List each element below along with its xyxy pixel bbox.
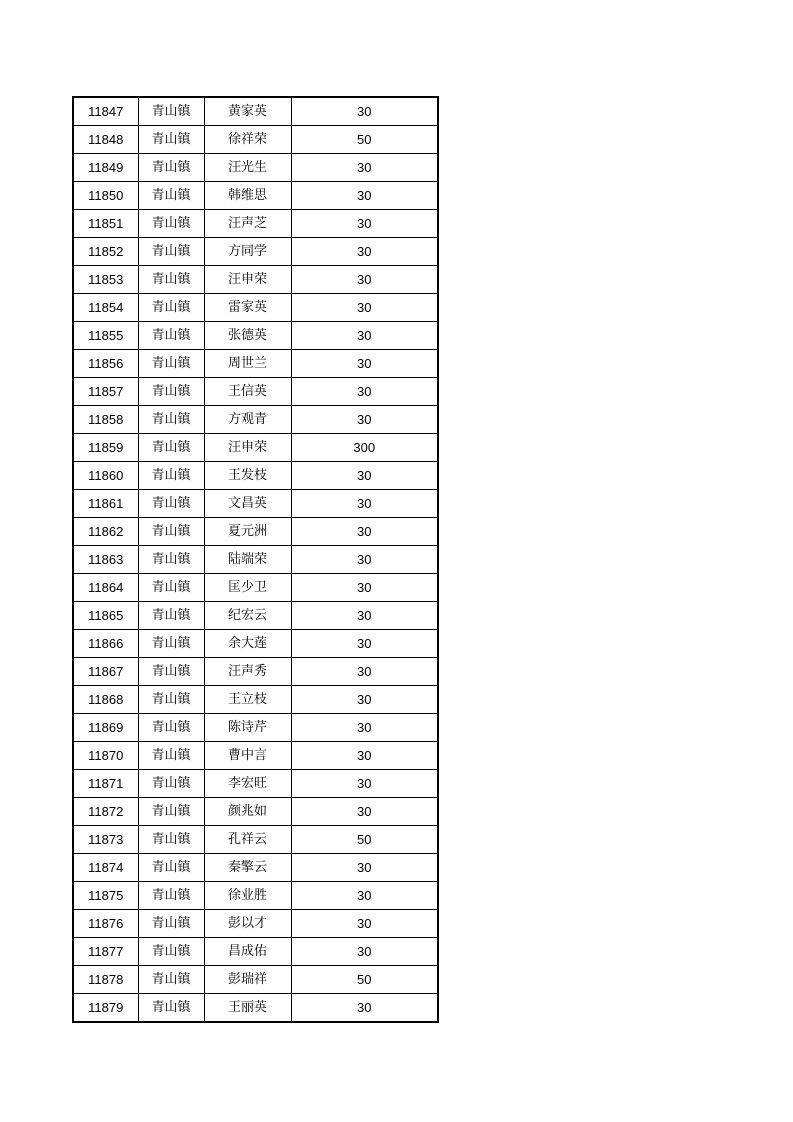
person-name-cell: 周世兰: [204, 350, 291, 378]
record-id-cell: 11865: [73, 602, 138, 630]
person-name-cell: 汪光生: [204, 154, 291, 182]
person-name-cell: 汪申荣: [204, 266, 291, 294]
record-id-cell: 11877: [73, 938, 138, 966]
table-row: [73, 294, 438, 322]
amount-cell: 50: [291, 826, 438, 854]
person-name-cell: 王信英: [204, 378, 291, 406]
amount-cell: 30: [291, 658, 438, 686]
table-row: [73, 546, 438, 574]
person-name-cell: 陆端荣: [204, 546, 291, 574]
amount-cell: 30: [291, 182, 438, 210]
town-cell: 青山镇: [138, 910, 204, 938]
record-id-cell: 11849: [73, 154, 138, 182]
person-name-cell: 徐业胜: [204, 882, 291, 910]
person-name-cell: 纪宏云: [204, 602, 291, 630]
record-id-cell: 11852: [73, 238, 138, 266]
amount-cell: 30: [291, 602, 438, 630]
record-id-cell: 11848: [73, 126, 138, 154]
person-name-cell: 彭瑞祥: [204, 966, 291, 994]
town-cell: 青山镇: [138, 378, 204, 406]
person-name-cell: 夏元洲: [204, 518, 291, 546]
record-id-cell: 11871: [73, 770, 138, 798]
town-cell: 青山镇: [138, 938, 204, 966]
amount-cell: 50: [291, 966, 438, 994]
town-cell: 青山镇: [138, 238, 204, 266]
amount-cell: 30: [291, 462, 438, 490]
town-cell: 青山镇: [138, 714, 204, 742]
person-name-cell: 雷家英: [204, 294, 291, 322]
record-id-cell: 11869: [73, 714, 138, 742]
town-cell: 青山镇: [138, 630, 204, 658]
amount-cell: 30: [291, 882, 438, 910]
town-cell: 青山镇: [138, 882, 204, 910]
amount-cell: 30: [291, 630, 438, 658]
town-cell: 青山镇: [138, 406, 204, 434]
table-row: [73, 322, 438, 350]
town-cell: 青山镇: [138, 182, 204, 210]
person-name-cell: 文昌英: [204, 490, 291, 518]
record-id-cell: 11851: [73, 210, 138, 238]
table-row: [73, 994, 438, 1023]
table-row: [73, 210, 438, 238]
table-row: [73, 910, 438, 938]
town-cell: 青山镇: [138, 434, 204, 462]
record-id-cell: 11868: [73, 686, 138, 714]
amount-cell: 300: [291, 434, 438, 462]
record-id-cell: 11855: [73, 322, 138, 350]
person-name-cell: 曹中言: [204, 742, 291, 770]
record-id-cell: 11879: [73, 994, 138, 1023]
town-cell: 青山镇: [138, 154, 204, 182]
table-row: [73, 938, 438, 966]
record-id-cell: 11864: [73, 574, 138, 602]
amount-cell: 30: [291, 742, 438, 770]
amount-cell: 50: [291, 126, 438, 154]
person-name-cell: 张德英: [204, 322, 291, 350]
amount-cell: 30: [291, 770, 438, 798]
table-row: [73, 882, 438, 910]
record-id-cell: 11861: [73, 490, 138, 518]
town-cell: 青山镇: [138, 658, 204, 686]
amount-cell: 30: [291, 97, 438, 126]
record-id-cell: 11858: [73, 406, 138, 434]
person-name-cell: 匡少卫: [204, 574, 291, 602]
town-cell: 青山镇: [138, 798, 204, 826]
table-row: [73, 574, 438, 602]
person-name-cell: 黄家英: [204, 97, 291, 126]
amount-cell: 30: [291, 518, 438, 546]
amount-cell: 30: [291, 798, 438, 826]
person-name-cell: 陈诗芹: [204, 714, 291, 742]
amount-cell: 30: [291, 294, 438, 322]
table-row: [73, 462, 438, 490]
record-id-cell: 11878: [73, 966, 138, 994]
table-row: [73, 434, 438, 462]
town-cell: 青山镇: [138, 322, 204, 350]
town-cell: 青山镇: [138, 686, 204, 714]
person-name-cell: 孔祥云: [204, 826, 291, 854]
amount-cell: 30: [291, 406, 438, 434]
table-row: [73, 126, 438, 154]
person-name-cell: 王发枝: [204, 462, 291, 490]
person-name-cell: 颜兆如: [204, 798, 291, 826]
table-row: [73, 966, 438, 994]
town-cell: 青山镇: [138, 770, 204, 798]
records-table: [72, 96, 439, 1023]
amount-cell: 30: [291, 378, 438, 406]
table-row: [73, 826, 438, 854]
person-name-cell: 方同学: [204, 238, 291, 266]
record-id-cell: 11862: [73, 518, 138, 546]
table-row: [73, 182, 438, 210]
record-id-cell: 11853: [73, 266, 138, 294]
table-row: [73, 266, 438, 294]
person-name-cell: 汪声秀: [204, 658, 291, 686]
amount-cell: 30: [291, 686, 438, 714]
table-row: [73, 602, 438, 630]
record-id-cell: 11875: [73, 882, 138, 910]
table-row: [73, 406, 438, 434]
amount-cell: 30: [291, 154, 438, 182]
amount-cell: 30: [291, 574, 438, 602]
record-id-cell: 11867: [73, 658, 138, 686]
table-row: [73, 97, 438, 126]
record-id-cell: 11856: [73, 350, 138, 378]
town-cell: 青山镇: [138, 97, 204, 126]
town-cell: 青山镇: [138, 826, 204, 854]
town-cell: 青山镇: [138, 266, 204, 294]
table-row: [73, 378, 438, 406]
record-id-cell: 11876: [73, 910, 138, 938]
table-row: [73, 350, 438, 378]
person-name-cell: 汪申荣: [204, 434, 291, 462]
amount-cell: 30: [291, 322, 438, 350]
records-table-body: [73, 97, 438, 1022]
table-row: [73, 238, 438, 266]
table-row: [73, 798, 438, 826]
town-cell: 青山镇: [138, 602, 204, 630]
town-cell: 青山镇: [138, 966, 204, 994]
record-id-cell: 11854: [73, 294, 138, 322]
table-row: [73, 770, 438, 798]
town-cell: 青山镇: [138, 462, 204, 490]
town-cell: 青山镇: [138, 210, 204, 238]
record-id-cell: 11847: [73, 97, 138, 126]
table-row: [73, 854, 438, 882]
record-id-cell: 11863: [73, 546, 138, 574]
record-id-cell: 11874: [73, 854, 138, 882]
town-cell: 青山镇: [138, 350, 204, 378]
town-cell: 青山镇: [138, 574, 204, 602]
table-row: [73, 658, 438, 686]
table-row: [73, 630, 438, 658]
amount-cell: 30: [291, 210, 438, 238]
person-name-cell: 汪声芝: [204, 210, 291, 238]
amount-cell: 30: [291, 238, 438, 266]
town-cell: 青山镇: [138, 126, 204, 154]
table-row: [73, 686, 438, 714]
town-cell: 青山镇: [138, 546, 204, 574]
person-name-cell: 彭以才: [204, 910, 291, 938]
table-row: [73, 518, 438, 546]
person-name-cell: 李宏旺: [204, 770, 291, 798]
amount-cell: 30: [291, 350, 438, 378]
town-cell: 青山镇: [138, 518, 204, 546]
table-row: [73, 490, 438, 518]
record-id-cell: 11850: [73, 182, 138, 210]
record-id-cell: 11866: [73, 630, 138, 658]
person-name-cell: 余大莲: [204, 630, 291, 658]
amount-cell: 30: [291, 714, 438, 742]
record-id-cell: 11872: [73, 798, 138, 826]
amount-cell: 30: [291, 490, 438, 518]
record-id-cell: 11857: [73, 378, 138, 406]
record-id-cell: 11860: [73, 462, 138, 490]
person-name-cell: 韩维思: [204, 182, 291, 210]
amount-cell: 30: [291, 994, 438, 1023]
town-cell: 青山镇: [138, 490, 204, 518]
town-cell: 青山镇: [138, 294, 204, 322]
table-row: [73, 714, 438, 742]
amount-cell: 30: [291, 266, 438, 294]
record-id-cell: 11873: [73, 826, 138, 854]
person-name-cell: 王立枝: [204, 686, 291, 714]
record-id-cell: 11870: [73, 742, 138, 770]
town-cell: 青山镇: [138, 854, 204, 882]
person-name-cell: 王丽英: [204, 994, 291, 1023]
record-id-cell: 11859: [73, 434, 138, 462]
town-cell: 青山镇: [138, 742, 204, 770]
table-row: [73, 154, 438, 182]
town-cell: 青山镇: [138, 994, 204, 1023]
amount-cell: 30: [291, 854, 438, 882]
amount-cell: 30: [291, 910, 438, 938]
person-name-cell: 方观青: [204, 406, 291, 434]
amount-cell: 30: [291, 546, 438, 574]
person-name-cell: 徐祥荣: [204, 126, 291, 154]
person-name-cell: 昌成佑: [204, 938, 291, 966]
table-row: [73, 742, 438, 770]
person-name-cell: 秦擎云: [204, 854, 291, 882]
amount-cell: 30: [291, 938, 438, 966]
